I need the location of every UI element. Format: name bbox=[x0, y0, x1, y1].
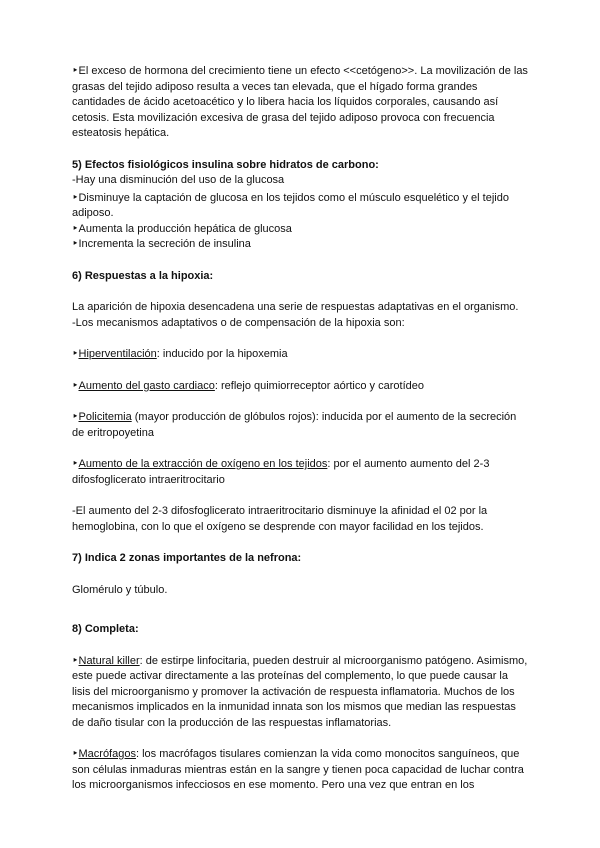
bullet-icon: ‣ bbox=[72, 458, 79, 470]
section-6-intro: La aparición de hipoxia desencadena una serie de respuestas adaptativas en el organismo. bbox=[72, 301, 519, 313]
section-6-item bbox=[72, 410, 528, 441]
section-6-item bbox=[72, 379, 528, 395]
intro-paragraph: ‣El exceso de hormona del crecimiento tiene un efecto <<cetógeno>>. La movilización de las grasas del tejido adiposo resulta a veces tan elevada, que el hígado forma grandes cantidades de ácido acetoacético y lo libera hacia los líquidos corporales, causando así cetosis. Esta movilización excesiva de grasa del tejido adiposo provoca con frecuencia esteatosis hepática. bbox=[72, 65, 528, 139]
section-7-heading: 7) Indica 2 zonas importantes de la nefrona: bbox=[72, 552, 302, 564]
section-5-item: -Hay una disminución del uso de la glucosa bbox=[72, 174, 285, 186]
section-5-item: ‣Disminuye la captación de glucosa en los tejidos como el músculo esquelético y el tejido adiposo. bbox=[72, 191, 509, 219]
item-text: : por el aumento aumento del 2-3 difosfoglicerato intraeritrocitario bbox=[72, 458, 490, 486]
section-6-item bbox=[72, 457, 528, 488]
section-5-item: ‣Aumenta la producción hepática de glucosa bbox=[72, 222, 292, 235]
section-5-item: ‣Incrementa la secreción de insulina bbox=[72, 238, 251, 250]
item-term: Policitemia bbox=[78, 411, 132, 423]
section-6-intro-2: -Los mecanismos adaptativos o de compensación de la hipoxia son: bbox=[72, 316, 405, 329]
item-text: (mayor producción de glóbulos rojos): inducida por el aumento de la secreción de eritropoyetina bbox=[72, 411, 517, 439]
bullet-icon: ‣ bbox=[72, 348, 79, 360]
bullet-icon: ‣ bbox=[72, 379, 79, 392]
item-term: Hiperventilación bbox=[78, 348, 157, 360]
section-6-item bbox=[72, 347, 528, 363]
item-term: Natural killer bbox=[78, 654, 140, 667]
item-text: : de estirpe linfocitaria, pueden destruir al microorganismo patógeno. Asimismo, este puede activar directamente a las proteínas del complemento, lo que puede causar la lisis del microorganismo y promover la activación de respuesta inflamatoria. Muchos de los mecanismos implicados en la inmunidad innata son los mismos que median las respuestas de daño tisular con la producción de las respuestas inflamatorias. bbox=[72, 654, 528, 729]
item-term: Aumento de la extracción de oxígeno en los tejidos bbox=[78, 458, 328, 470]
bullet-icon: ‣ bbox=[72, 748, 79, 760]
item-text: : los macrófagos tisulares comienzan la vida como monocitos sanguíneos, que son células inmaduras mientras están en la sangre y tienen poca capacidad de luchar contra los microorganismos infecciosos en ese momento. Pero una vez que entran en los bbox=[72, 748, 524, 791]
section-8-item bbox=[72, 654, 528, 732]
item-text: : reflejo quimiorreceptor aórtico y carotídeo bbox=[214, 379, 424, 392]
item-term: Aumento del gasto cardiaco bbox=[78, 379, 215, 392]
section-8-item bbox=[72, 747, 528, 794]
section-5-heading: 5) Efectos fisiológicos insulina sobre hidratos de carbono: bbox=[72, 158, 379, 171]
section-7-answer: Glomérulo y túbulo. bbox=[72, 583, 168, 596]
section-6-closing: -El aumento del 2-3 difosfoglicerato intraeritrocitario disminuye la afinidad el 02 por la hemoglobina, con lo que el oxígeno se desprende con mayor facilidad en los tejidos. bbox=[72, 505, 488, 533]
section-8-heading: 8) Completa: bbox=[72, 623, 139, 635]
item-text: : inducido por la hipoxemia bbox=[156, 348, 288, 360]
item-term: Macrófagos bbox=[78, 748, 136, 760]
section-6-heading: 6) Respuestas a la hipoxia: bbox=[72, 269, 214, 282]
bullet-icon: ‣ bbox=[72, 654, 79, 667]
document-page bbox=[72, 64, 528, 794]
bullet-icon: ‣ bbox=[72, 411, 79, 423]
